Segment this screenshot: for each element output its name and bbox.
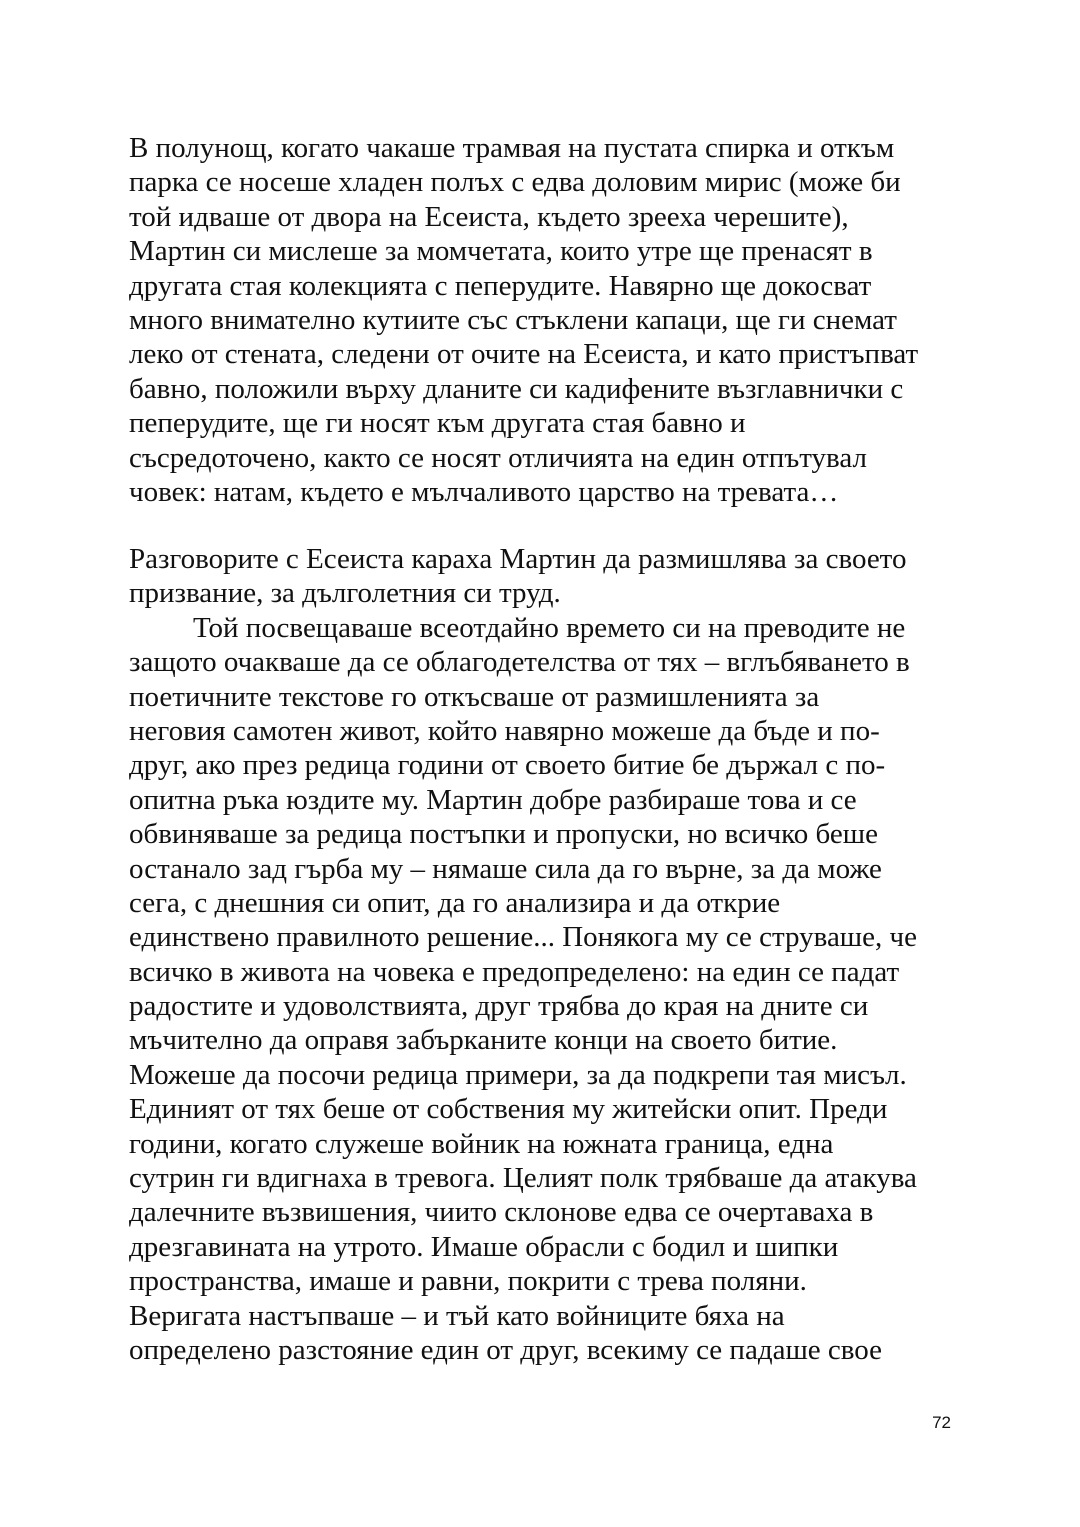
text-line: много внимателно кутиите със стъклени капаци, ще ги снемат: [129, 303, 897, 336]
text-line: леко от стената, следени от очите на Есеиста, и като пристъпват: [129, 338, 919, 371]
text-line: друг, ако през редица години от своето битие бе държал с по-: [129, 749, 886, 782]
text-line: бавно, положили върху дланите си кадифените възглавнички с: [129, 372, 904, 405]
text-line: обвиняваше за редица постъпки и пропуски, но всичко беше: [129, 818, 878, 851]
text-line: определено разстояние един от друг, всекиму се падаше свое: [129, 1333, 882, 1366]
text-line: години, когато служеше войник на южната граница, една: [129, 1127, 834, 1160]
text-line: В полунощ, когато чакаше трамвая на пустата спирка и откъм: [129, 132, 895, 164]
text-line: Веригата настъпваше – и тъй като войниците бяха на: [129, 1299, 785, 1332]
text-line: призвание, за дълголетния си труд.: [129, 577, 561, 610]
text-line: защото очакваше да се облагодетелства от тях – вглъбяването в: [129, 646, 910, 679]
paragraph-2: [129, 542, 959, 1367]
text-line: всичко в живота на човека е предопределено: на един се падат: [129, 955, 900, 988]
paragraph-1: [129, 131, 959, 509]
text-line: далечните възвишения, чиито склонове едва се очертаваха в: [129, 1196, 874, 1229]
text-line: човек: натам, където е мълчаливото царство на тревата…: [129, 475, 839, 508]
text-line: Мартин си мислеше за момчетата, които утре ще пренасят в: [129, 235, 873, 268]
text-line: съсредоточено, както се носят отличията на един отпътувал: [129, 441, 867, 474]
text-line: мъчително да оправя забърканите конци на своето битие.: [129, 1024, 838, 1057]
text-line: Можеше да посочи редица примери, за да подкрепи тая мисъл.: [129, 1058, 907, 1091]
text-line: другата стая колекцията с пеперудите. Навярно ще докосват: [129, 269, 872, 302]
page-number: 72: [932, 1413, 951, 1432]
text-line: поетичните текстове го откъсваше от размишленията за: [129, 680, 820, 713]
text-line: пеперудите, ще ги носят към другата стая бавно и: [129, 407, 746, 440]
text-line: неговия самотен живот, който навярно можеше да бъде и по-: [129, 714, 880, 747]
text-line: сега, с днешния си опит, да го анализира и да открие: [129, 886, 781, 919]
text-line: Разговорите с Есеиста караха Мартин да размишлява за своето: [129, 543, 907, 575]
text-line: Единият от тях беше от собствения му житейски опит. Преди: [129, 1093, 888, 1126]
text-line: единствено правилното решение... Понякога му се струваше, че: [129, 921, 917, 954]
text-line: сутрин ги вдигнаха в тревога. Целият полк трябваше да атакува: [129, 1162, 917, 1195]
text-line: Той посвещаваше всеотдайно времето си на преводите не: [193, 611, 906, 644]
text-line: дрезгавината на утрото. Имаше обрасли с бодил и шипки: [129, 1230, 839, 1263]
text-line: радостите и удоволствията, друг трябва до края на дните си: [129, 990, 869, 1023]
text-line: останало зад гърба му – нямаше сила да го върне, за да може: [129, 852, 882, 885]
text-line: пространства, имаше и равни, покрити с трева поляни.: [129, 1265, 807, 1298]
text-line: парка се носеше хладен полъх с едва доловим мирис (може би: [129, 166, 901, 199]
text-line: той идваше от двора на Есеиста, където зрееха черешите),: [129, 200, 849, 233]
text-line: опитна ръка юздите му. Мартин добре разбираше това и се: [129, 783, 857, 816]
